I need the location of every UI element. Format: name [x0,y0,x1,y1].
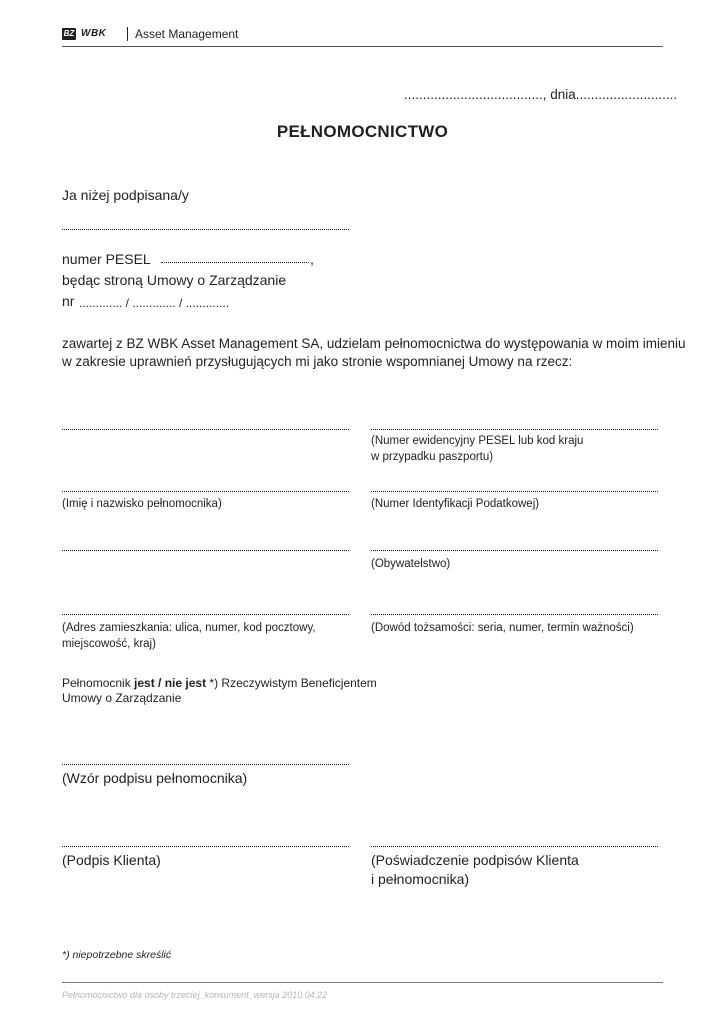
client-signature-field[interactable] [62,846,349,847]
page-title: PEŁNOMOCNICTWO [276,122,449,141]
logo-separator [127,27,128,41]
certification-caption-2: i pełnomocnika) [371,871,470,887]
footnote: *) niepotrzebne skreślić [62,949,172,961]
certification-signature-field[interactable] [371,846,658,847]
pesel-label: numer PESEL [62,251,151,267]
client-signature-caption: (Podpis Klienta) [62,852,161,868]
proxy-nip-caption: (Numer Identyfikacji Podatkowej) [371,498,540,510]
proxy-name-field[interactable] [62,429,349,430]
place-date-line[interactable]: ....................................., dnia........................... [404,87,678,102]
proxy-id-document-field[interactable] [371,614,658,615]
grant-text-line-1: zawartej z BZ WBK Asset Management SA, udzielam pełnomocnictwa do występowania w moim imieniu [62,336,686,351]
proxy-citizenship-field[interactable] [371,550,658,551]
proxy-nip-field[interactable] [371,491,658,492]
proxy-pesel-field[interactable] [371,429,658,430]
beneficiary-line-2: Umowy o Zarządzanie [62,691,182,705]
beneficiary-statement [62,675,377,691]
proxy-name-line[interactable] [62,491,349,492]
grant-text-line-2: w zakresie uprawnień przysługujących mi jako stronie wspomnianej Umowy na rzecz: [62,354,573,369]
proxy-citizenship-caption: (Obywatelstwo) [371,558,451,570]
proxy-name-caption: (Imię i nazwisko pełnomocnika) [62,498,222,510]
beneficiary-prefix: Pełnomocnik [62,676,131,690]
footer-divider [62,982,663,983]
principal-pesel-field[interactable] [161,262,309,263]
certification-caption: (Poświadczenie podpisów Klienta [371,852,579,868]
principal-name-field[interactable] [62,229,349,230]
wbk-logo: WBK [81,28,107,39]
header-divider [62,46,663,47]
proxy-extra-field[interactable] [62,550,349,551]
nr-label: nr [62,293,75,309]
proxy-address-caption: (Adres zamieszkania: ulica, numer, kod pocztowy, [62,622,316,634]
pesel-suffix: , [310,251,314,267]
proxy-id-document-caption: (Dowód tożsamości: seria, numer, termin ważności) [371,622,634,634]
party-text: będąc stroną Umowy o Zarządzanie [62,272,287,288]
beneficiary-choice[interactable]: jest / nie jest [134,676,207,690]
proxy-signature-caption: (Wzór podpisu pełnomocnika) [62,770,248,786]
brand-suffix: Asset Management [135,27,239,41]
pesel-or-country-caption: (Numer ewidencyjny PESEL lub kod kraju [371,435,584,447]
pesel-or-country-caption-2: w przypadku paszportu) [371,451,494,463]
footer-text: Pełnomocnictwo dla osoby trzeciej_konsument_wersja 2010.04.22 [62,990,328,1000]
beneficiary-suffix: *) Rzeczywistym Beneficjentem [209,676,377,690]
proxy-address-caption-2: miejscowość, kraj) [62,638,156,650]
proxy-address-field[interactable] [62,614,349,615]
contract-number-field[interactable]: ............. / ............. / ............. [79,296,230,310]
bz-logo-icon: BZ [63,29,75,38]
intro-text: Ja niżej podpisana/y [62,187,189,203]
proxy-signature-field[interactable] [62,764,349,765]
